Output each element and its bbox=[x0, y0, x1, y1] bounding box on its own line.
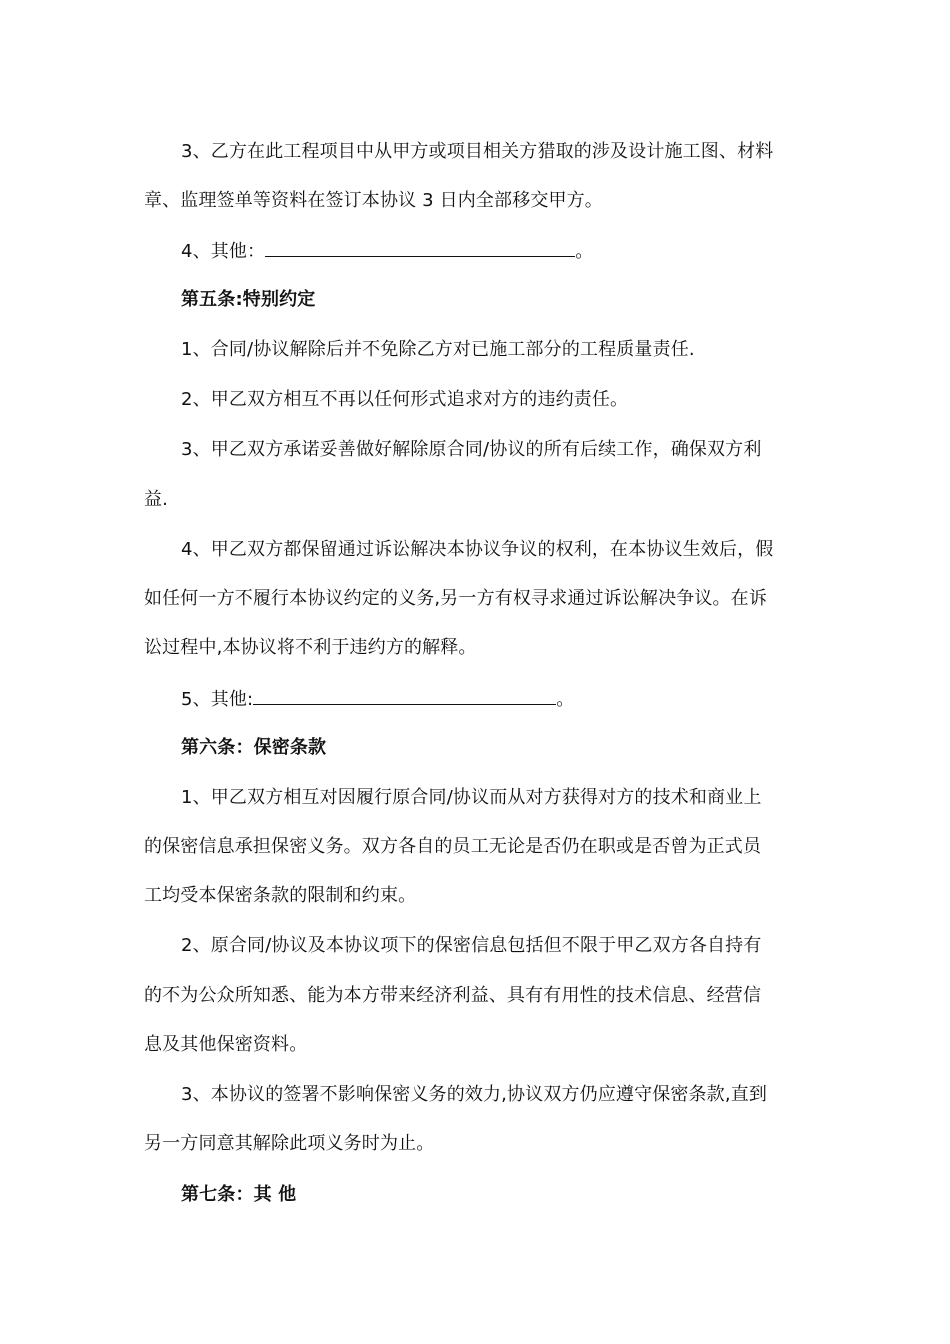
paragraph-line: 2、原合同/协议及本协议项下的保密信息包括但不限于甲乙双方各自持有 bbox=[181, 935, 762, 956]
section-heading: 第六条：保密条款 bbox=[181, 737, 327, 758]
paragraph-line: 3、乙方在此工程项目中从甲方或项目相关方猎取的涉及设计施工图、材料 bbox=[181, 141, 774, 162]
paragraph-line: 3、甲乙双方承诺妥善做好解除原合同/协议的所有后续工作，确保双方利 bbox=[181, 439, 762, 460]
section-heading: 第七条：其 他 bbox=[181, 1184, 297, 1205]
paragraph-line: 1、甲乙双方相互对因履行原合同/协议而从对方获得对方的技术和商业上 bbox=[181, 787, 762, 808]
paragraph-line: 2、甲乙双方相互不再以任何形式追求对方的违约责任。 bbox=[181, 389, 629, 410]
paragraph-line: 1、合同/协议解除后并不免除乙方对已施工部分的工程质量责任. bbox=[181, 339, 695, 360]
fill-in-line bbox=[181, 686, 814, 712]
fill-in-label: 4、其他： bbox=[181, 241, 266, 262]
paragraph-line: 讼过程中,本协议将不利于违约方的解释。 bbox=[144, 637, 477, 658]
fill-in-end-mark: 。 bbox=[575, 241, 594, 262]
paragraph-line: 如任何一方不履行本协议约定的义务,另一方有权寻求通过诉讼解决争议。在诉 bbox=[144, 588, 767, 609]
paragraph-line: 的不为公众所知悉、能为本方带来经济利益、具有有用性的技术信息、经营信 bbox=[144, 985, 762, 1006]
paragraph-line: 工均受本保密条款的限制和约束。 bbox=[144, 885, 417, 906]
paragraph-line: 的保密信息承担保密义务。双方各自的员工无论是否仍在职或是否曾为正式员 bbox=[144, 836, 762, 857]
fill-in-label: 5、其他: bbox=[181, 689, 254, 710]
paragraph-line: 另一方同意其解除此项义务时为止。 bbox=[144, 1133, 435, 1154]
paragraph-line: 益. bbox=[144, 489, 169, 510]
fill-in-line bbox=[181, 238, 814, 264]
paragraph-line: 息及其他保密资料。 bbox=[144, 1034, 308, 1055]
paragraph-line: 4、甲乙双方都保留通过诉讼解决本协议争议的权利，在本协议生效后，假 bbox=[181, 539, 774, 560]
blank-underline bbox=[253, 686, 556, 705]
blank-underline bbox=[265, 238, 575, 257]
section-heading: 第五条:特别约定 bbox=[181, 289, 316, 310]
paragraph-line: 3、本协议的签署不影响保密义务的效力,协议双方仍应遵守保密条款,直到 bbox=[181, 1084, 767, 1105]
paragraph-line: 章、监理签单等资料在签订本协议 3 日内全部移交甲方。 bbox=[144, 190, 603, 211]
fill-in-end-mark: 。 bbox=[556, 689, 575, 710]
